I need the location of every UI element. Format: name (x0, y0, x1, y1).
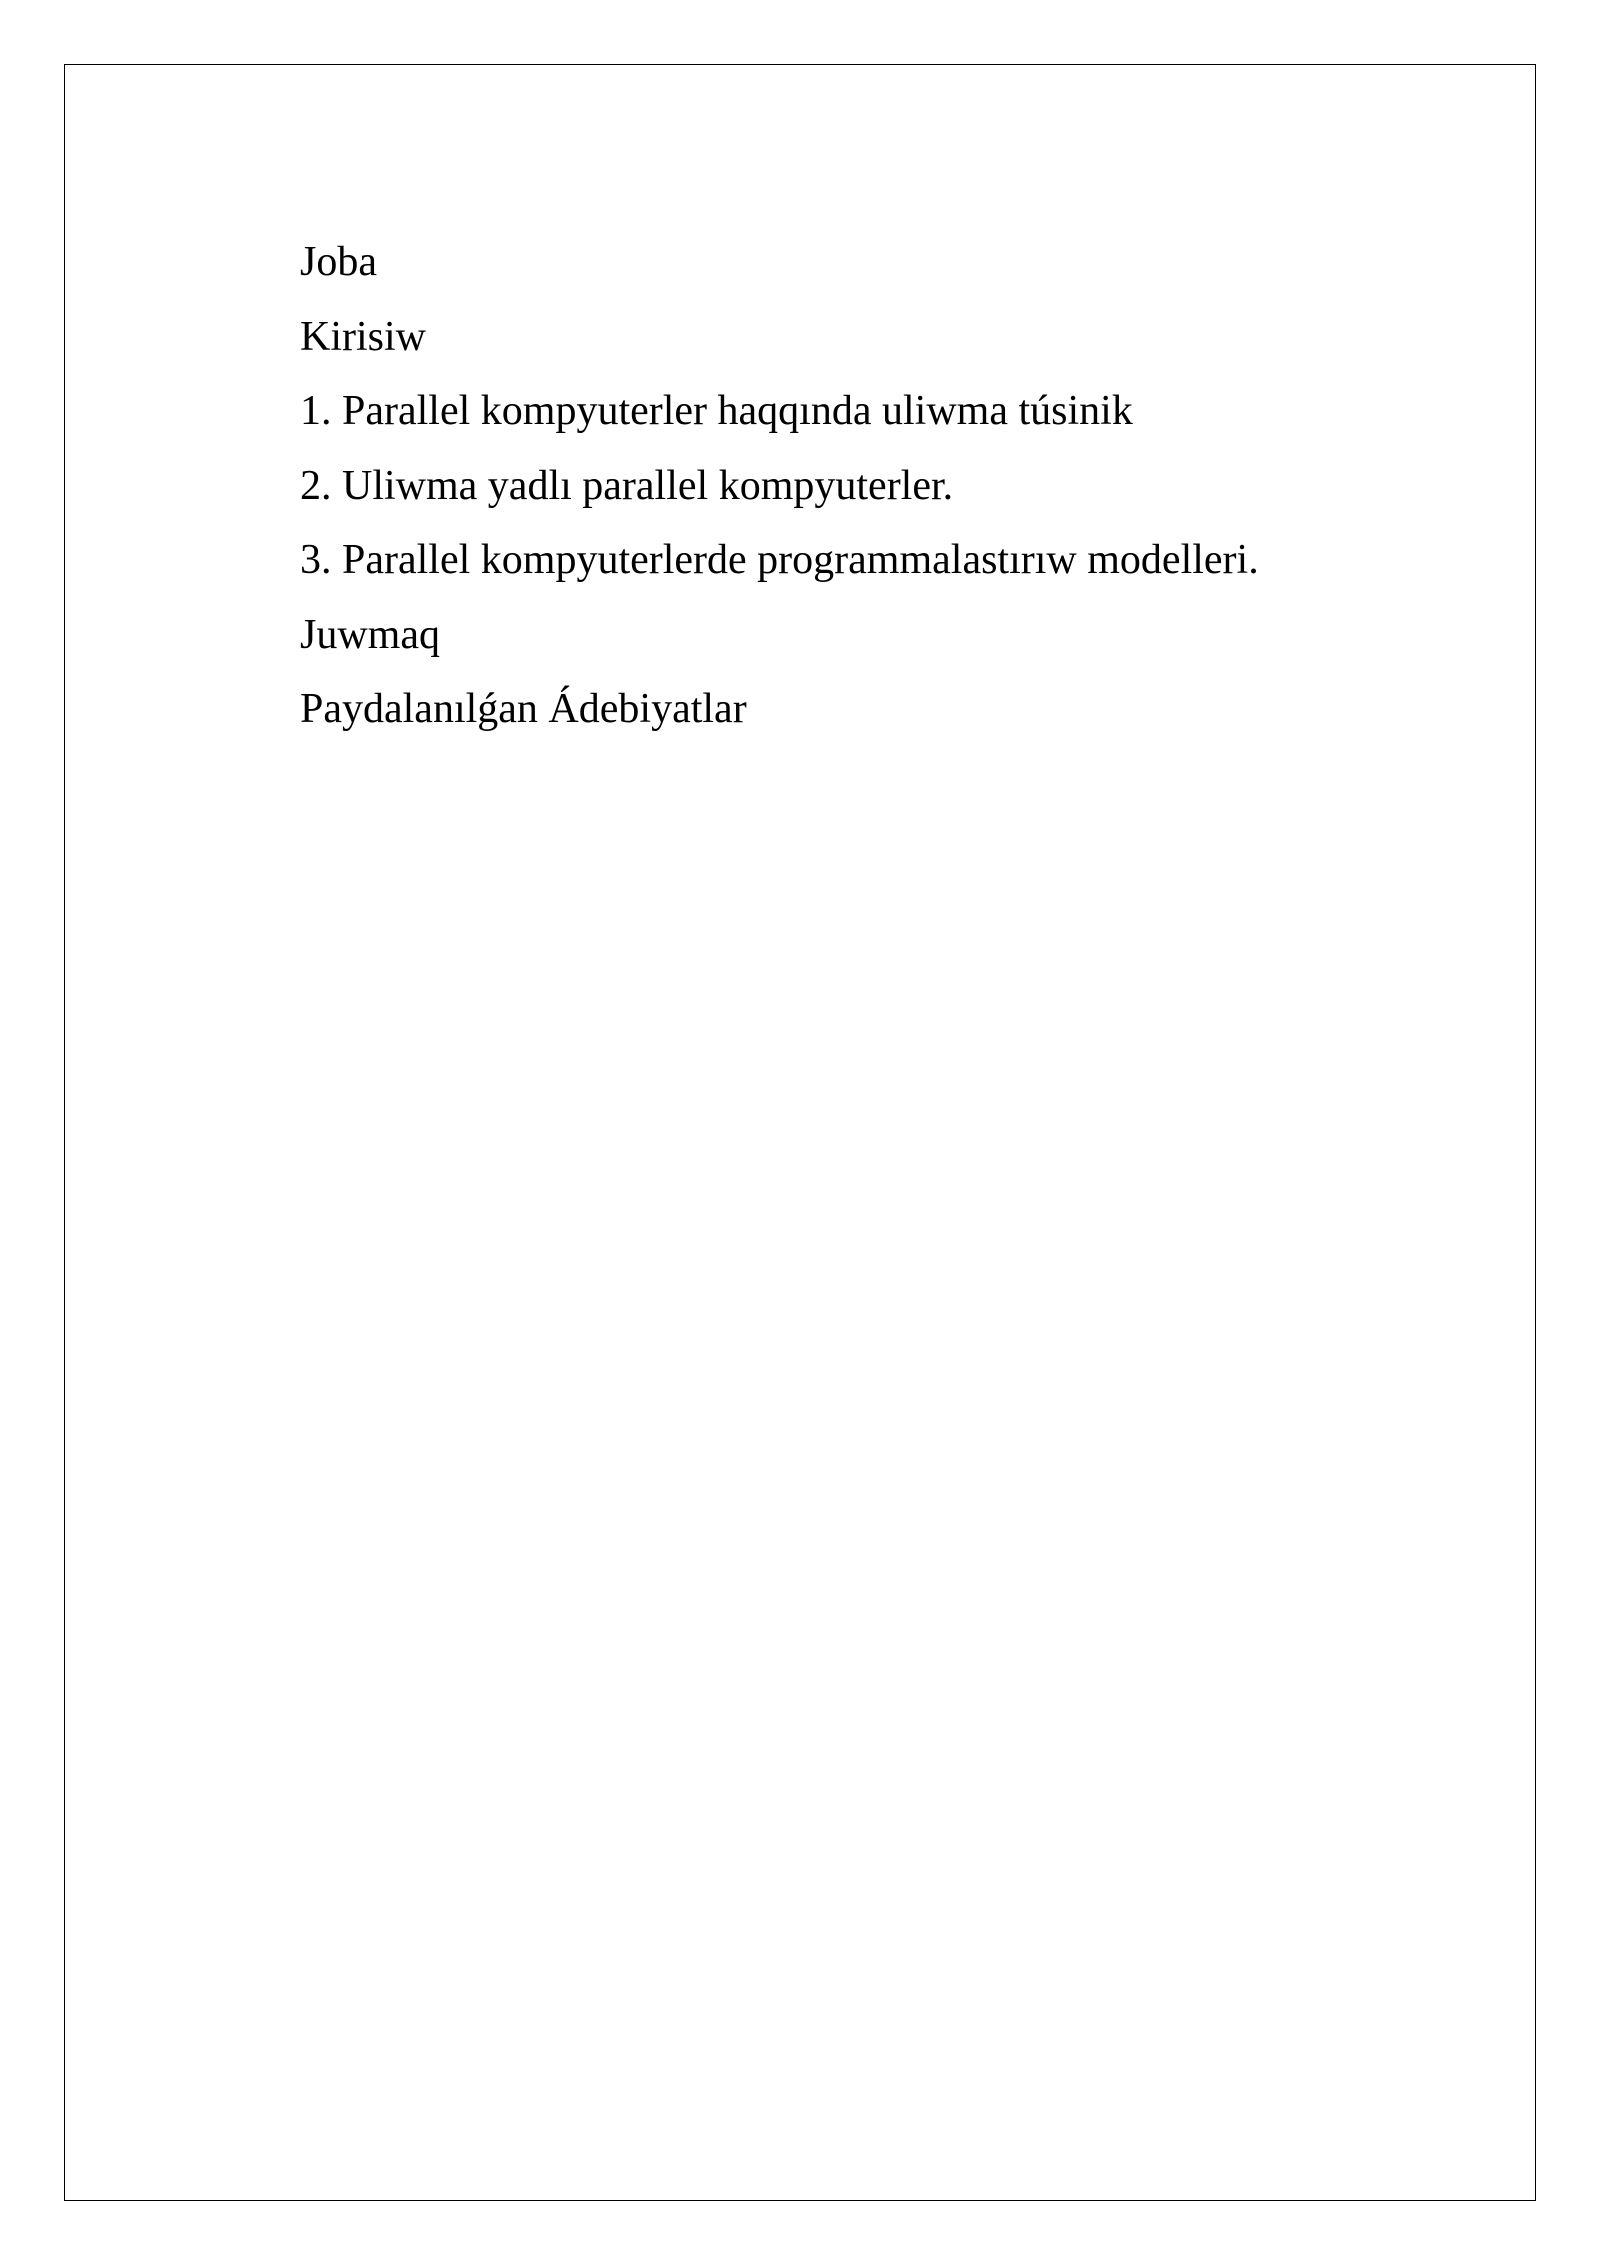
contents-item-2: 2. Uliwma yadlı parallel kompyuterler. (300, 462, 954, 509)
contents-title: Joba (300, 239, 377, 285)
contents-item-3: 3. Parallel kompyuterlerde programmalastırıw modelleri. (300, 537, 1259, 583)
contents-item-conclusion: Juwmaq (300, 611, 440, 658)
contents-item-introduction: Kirisiw (300, 313, 426, 360)
table-of-contents (300, 225, 1450, 747)
contents-item-1: 1. Parallel kompyuterler haqqında uliwma túsinik (300, 388, 1133, 434)
contents-item-references: Paydalanılǵan Ádebiyatlar (300, 686, 747, 732)
